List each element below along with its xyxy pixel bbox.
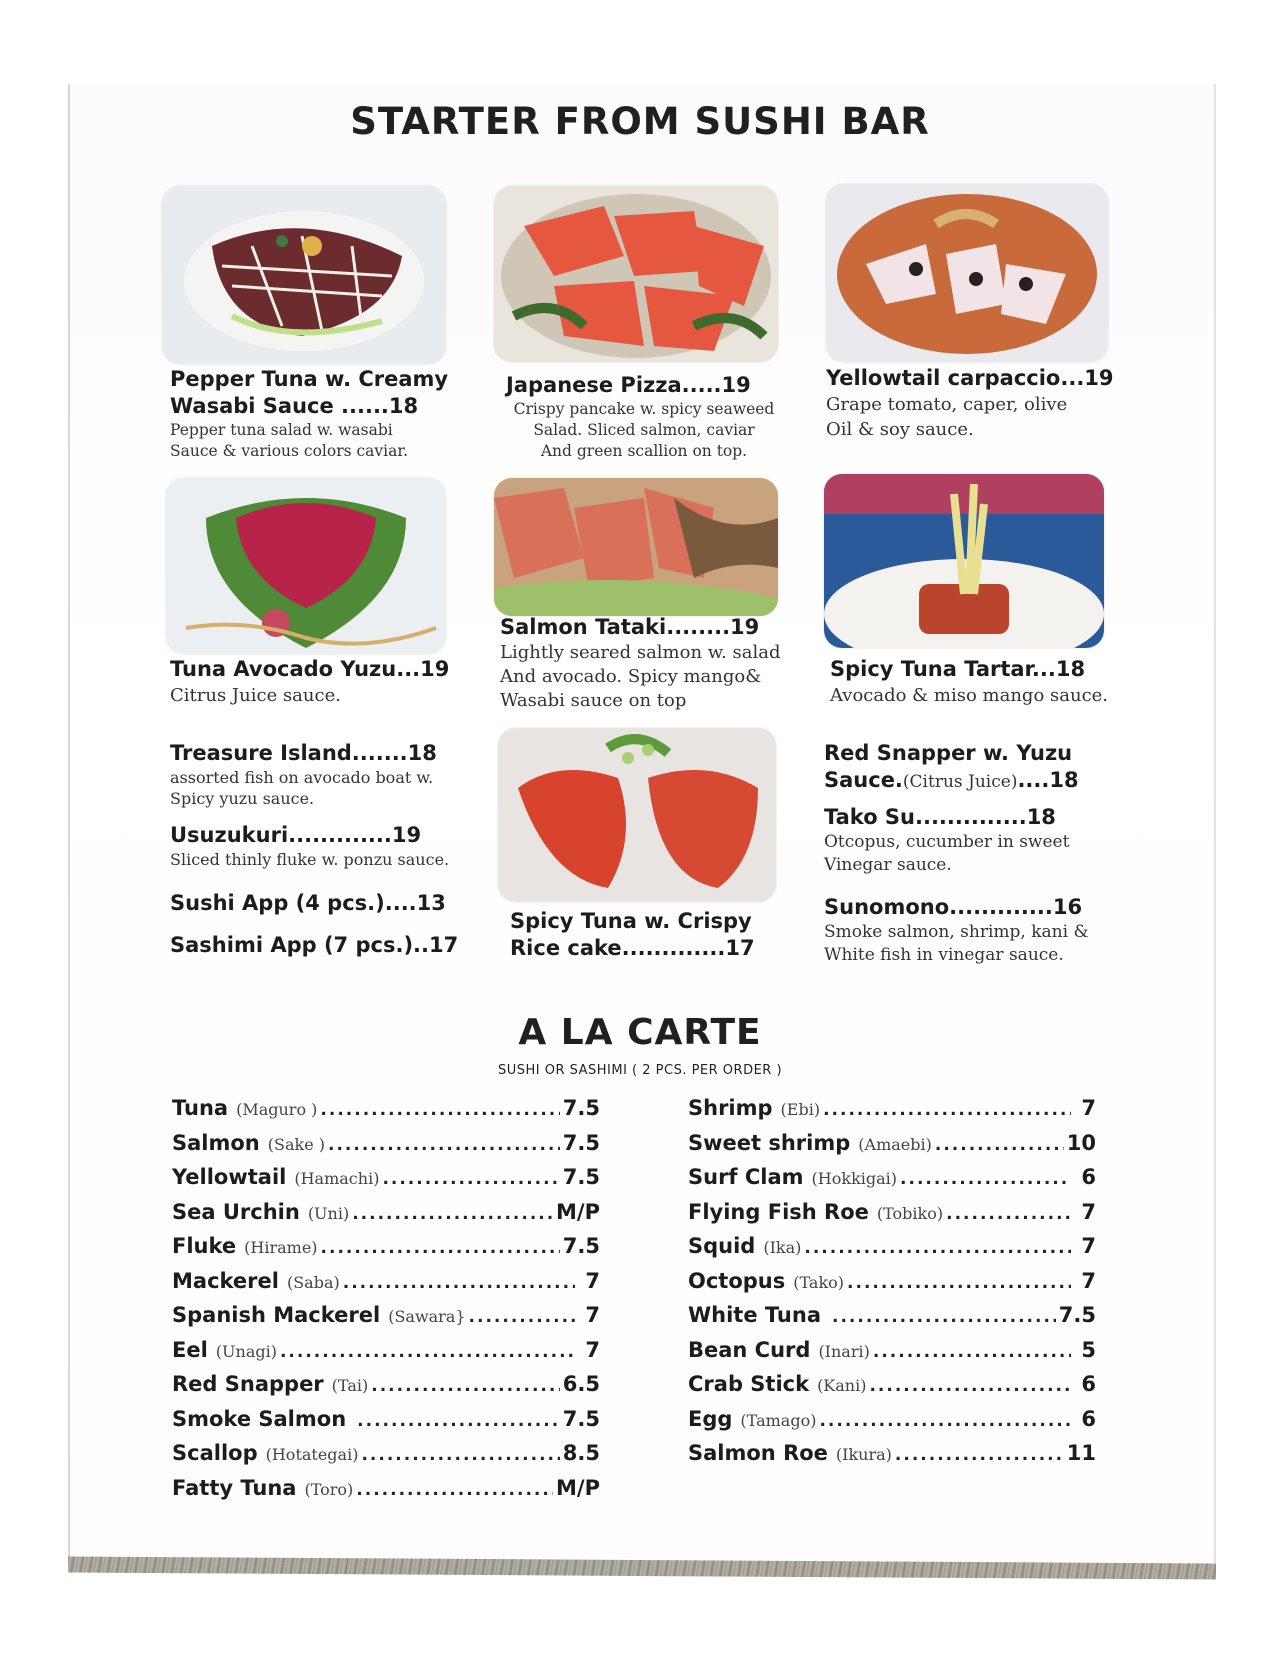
starter-item-salmon-tataki: Salmon Tataki........19 Lightly seared salmon w. salad And avocado. Spicy mango& Wasabi sauce on top	[500, 615, 781, 711]
ala-item-surf-clam	[688, 1165, 1096, 1200]
starter-item-yellowtail-carpaccio: Yellowtail carpaccio...19 Grape tomato, caper, olive Oil & soy sauce.	[826, 366, 1114, 440]
starter-item-sunomono: Sunomono.............16 Smoke salmon, shrimp, kani & White fish in vinegar sauce.	[824, 895, 1089, 965]
ala-item-eel	[172, 1338, 600, 1373]
item-name: Yellowtail	[172, 1165, 287, 1189]
item-dots	[343, 1273, 575, 1293]
item-jp: (Hirame)	[244, 1238, 318, 1257]
starter-item-treasure-island: Treasure Island.......18 assorted fish on avocado boat w. Spicy yuzu sauce.	[170, 741, 437, 808]
section-title-a-la-carte: A LA CARTE	[518, 1012, 762, 1053]
ala-item-scallop	[172, 1441, 600, 1476]
item-name: Mackerel	[172, 1268, 279, 1293]
ala-item-fluke	[172, 1234, 600, 1269]
item-name: Squid	[688, 1234, 756, 1258]
ala-item-octopus	[688, 1269, 1096, 1304]
pepper-tuna-photo	[162, 186, 446, 364]
item-dots	[321, 1238, 560, 1258]
item-dots	[847, 1273, 1071, 1293]
item-jp: (Tako)	[793, 1272, 845, 1292]
item-jp: (Ebi)	[780, 1100, 821, 1119]
item-dots	[469, 1307, 575, 1327]
item-price: 7	[585, 1268, 600, 1293]
item-name: Salmon	[172, 1130, 260, 1155]
item-dots	[895, 1445, 1064, 1465]
item-dots	[832, 1307, 1056, 1327]
item-jp: (Sawara}	[388, 1307, 466, 1326]
starter-item-red-snapper-yuzu: Red Snapper w. Yuzu Sauce.(Citrus Juice)....18	[824, 741, 1079, 792]
item-name: Octopus	[688, 1268, 786, 1293]
item-jp: (Amaebi)	[858, 1134, 932, 1154]
item-jp: (Tai)	[331, 1376, 369, 1395]
ala-item-salmon	[172, 1131, 600, 1166]
item-dots	[946, 1204, 1071, 1224]
ala-item-flying-fish-roe	[688, 1200, 1096, 1235]
item-price: 5	[1081, 1337, 1096, 1362]
item-price: 7	[1081, 1234, 1096, 1258]
ala-item-tuna	[172, 1096, 600, 1131]
item-jp: (Tamago)	[740, 1410, 817, 1430]
item-price: 7.5	[562, 1130, 600, 1155]
item-price: 10	[1066, 1130, 1096, 1155]
starter-item-japanese-pizza: Japanese Pizza.....19 Crispy pancake w. spicy seaweed Salad. Sliced salmon, caviar And green scallion on top.	[506, 373, 775, 460]
item-name: Salmon Roe	[688, 1441, 828, 1465]
item-name: Tuna	[172, 1096, 229, 1120]
item-name: Sweet shrimp	[688, 1130, 851, 1155]
starter-item-sashimi-app: Sashimi App (7 pcs.)..17	[170, 933, 459, 957]
item-jp: (Hamachi)	[294, 1169, 380, 1188]
item-price: M/P	[556, 1199, 600, 1224]
item-jp: (Toro)	[304, 1479, 354, 1499]
item-dots	[371, 1376, 560, 1396]
starter-item-spicy-tuna-tartar: Spicy Tuna Tartar...18 Avocado & miso mango sauce.	[830, 657, 1109, 706]
item-name: Fatty Tuna	[172, 1475, 297, 1500]
starter-item-tuna-avocado-yuzu: Tuna Avocado Yuzu...19 Citrus Juice sauce.	[170, 657, 450, 706]
item-dots	[280, 1342, 575, 1362]
item-jp: (Unagi)	[215, 1341, 277, 1361]
item-price: 8.5	[562, 1441, 600, 1465]
item-price: 7.5	[1058, 1303, 1096, 1327]
item-dots	[352, 1204, 553, 1224]
ala-item-red-snapper	[172, 1372, 600, 1407]
item-name: Red Snapper	[172, 1372, 324, 1396]
item-dots	[900, 1169, 1071, 1189]
starter-item-tako-su: Tako Su..............18 Otcopus, cucumber in sweet Vinegar sauce.	[824, 805, 1070, 875]
item-name: Eel	[172, 1337, 208, 1362]
item-name: Smoke Salmon	[172, 1406, 347, 1431]
salmon-tataki-photo	[494, 478, 778, 616]
item-jp: (Saba)	[286, 1272, 340, 1292]
item-name: White Tuna	[688, 1303, 821, 1327]
ala-item-fatty-tuna	[172, 1476, 600, 1511]
spicy-tuna-tartar-photo	[824, 474, 1104, 648]
item-dots	[320, 1100, 559, 1120]
item-dots	[361, 1445, 559, 1465]
item-name: Scallop	[172, 1441, 258, 1465]
ala-item-egg	[688, 1407, 1096, 1442]
item-price: 7	[1081, 1199, 1096, 1224]
item-dots	[357, 1411, 560, 1431]
ala-item-white-tuna	[688, 1303, 1096, 1338]
item-name: Spanish Mackerel	[172, 1303, 381, 1327]
a-la-carte-right-column	[688, 1096, 1096, 1476]
item-name: Surf Clam	[688, 1165, 804, 1189]
item-price: M/P	[556, 1475, 600, 1500]
item-name: Crab Stick	[688, 1372, 810, 1396]
item-dots	[823, 1100, 1071, 1120]
ala-item-mackerel	[172, 1269, 600, 1304]
a-la-carte-subtitle: SUSHI OR SASHIMI ( 2 PCS. PER ORDER )	[497, 1063, 783, 1078]
item-price: 7	[585, 1337, 600, 1362]
item-dots	[804, 1238, 1071, 1258]
section-title-starter: STARTER FROM SUSHI BAR	[350, 100, 930, 143]
ala-item-salmon-roe	[688, 1441, 1096, 1476]
item-name: Flying Fish Roe	[688, 1199, 869, 1224]
item-jp: (Hokkigai)	[811, 1169, 898, 1188]
item-jp: (Inari)	[818, 1341, 870, 1361]
item-price: 7.5	[562, 1096, 600, 1120]
item-dots	[328, 1135, 560, 1155]
ala-item-yellowtail	[172, 1165, 600, 1200]
ala-item-sweet-shrimp	[688, 1131, 1096, 1166]
item-name: Sea Urchin	[172, 1199, 300, 1224]
item-name: Shrimp	[688, 1096, 773, 1120]
item-dots	[382, 1169, 559, 1189]
starter-item-usuzukuri: Usuzukuri.............19 Sliced thinly fluke w. ponzu sauce.	[170, 823, 450, 869]
ala-item-spanish-mackerel	[172, 1303, 600, 1338]
item-jp: (Sake )	[267, 1134, 325, 1154]
item-name: Bean Curd	[688, 1337, 811, 1362]
item-price: 6	[1081, 1372, 1096, 1396]
item-jp: (Kani)	[817, 1376, 867, 1395]
item-jp: (Uni)	[307, 1203, 350, 1223]
item-jp: (Tobiko)	[876, 1203, 944, 1223]
starter-item-sushi-app: Sushi App (4 pcs.)....13	[170, 891, 446, 915]
item-name: Egg	[688, 1406, 733, 1431]
item-jp: (Maguro )	[236, 1100, 318, 1119]
ala-item-squid	[688, 1234, 1096, 1269]
item-dots	[869, 1376, 1071, 1396]
item-price: 7.5	[562, 1165, 600, 1189]
item-dots	[356, 1480, 553, 1500]
starter-item-pepper-tuna: Pepper Tuna w. Creamy Wasabi Sauce ......18 Pepper tuna salad w. wasabi Sauce & various colors caviar.	[170, 367, 449, 460]
item-price: 6.5	[562, 1372, 600, 1396]
tuna-avocado-yuzu-photo	[166, 478, 446, 654]
item-price: 7	[1081, 1096, 1096, 1120]
item-jp: (Hotategai)	[265, 1445, 359, 1464]
item-jp: (Ika)	[763, 1238, 802, 1257]
spicy-tuna-crispy-rice-photo	[498, 728, 776, 902]
japanese-pizza-photo	[494, 186, 778, 362]
item-dots	[819, 1411, 1071, 1431]
item-price: 7	[1081, 1268, 1096, 1293]
ala-item-sea-urchin	[172, 1200, 600, 1235]
item-price: 7.5	[562, 1234, 600, 1258]
a-la-carte-left-column	[172, 1096, 600, 1510]
item-dots	[873, 1342, 1071, 1362]
item-price: 6	[1081, 1165, 1096, 1189]
ala-item-crab-stick	[688, 1372, 1096, 1407]
item-jp: (Ikura)	[835, 1445, 892, 1464]
ala-item-bean-curd	[688, 1338, 1096, 1373]
starter-item-spicy-tuna-crispy-rice: Spicy Tuna w. Crispy Rice cake.............17	[510, 909, 755, 960]
item-price: 7	[585, 1303, 600, 1327]
ala-item-smoke-salmon	[172, 1407, 600, 1442]
item-dots	[935, 1135, 1064, 1155]
item-price: 6	[1081, 1406, 1096, 1431]
item-price: 7.5	[562, 1406, 600, 1431]
yellowtail-carpaccio-photo	[826, 184, 1108, 362]
ala-item-shrimp	[688, 1096, 1096, 1131]
item-price: 11	[1066, 1441, 1096, 1465]
item-name: Fluke	[172, 1234, 237, 1258]
